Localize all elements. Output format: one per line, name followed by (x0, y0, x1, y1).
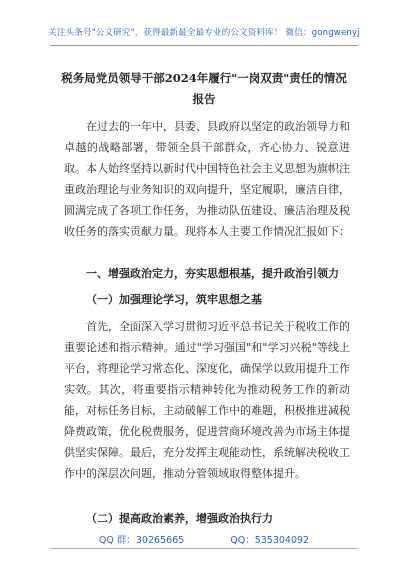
intro-paragraph: 在过去的一年中，县委、县政府以坚定的政治领导力和卓越的战略部署，带领全县干部群众，齐心协力、锐意进取。本人始终坚持以新时代中国特色社会主义思想为旗帜注重政治理论与业务知识的双向提升，坚定履职，廉洁自律，圆满完成了各项工作任务，为推动队伍建设、廉洁治理及税收任务的落实贡献力量。现将本人主要工作情况汇报如下： (64, 120, 350, 238)
document-title: 税务局党员领导干部2024年履行"一岗双责"责任的情况报告 (61, 71, 347, 106)
header-banner[interactable]: 关注头条号"公文研究"，获得最新最全最专业的公文资料库！ 微信：gongwenyj (48, 28, 360, 38)
footer-divider (50, 548, 358, 549)
subsection-2-heading: （二）提高政治素养，增强政治执行力 (86, 512, 273, 525)
footer-contacts (0, 532, 408, 546)
subsection-1-heading: （一）加强理论学习，筑牢思想之基 (86, 293, 262, 306)
subsection-1-paragraph: 首先，全面深入学习贯彻习近平总书记关于税收工作的重要论述和指示精神。通过"学习强国"和"学习兴税"等线上平台，将理论学习常态化、深度化，确保学以致用提升工作实效。其次，将重要指示精神转化为推动税务工作的新动能，对标任务目标，主动破解工作中的难题，积极推进减税降费政策，优化税费服务，促进营商环境改善为市场主体提供坚实保障。最后，充分发挥主观能动性，系统解决税收工作中的深层次问题，推动分管领域取得整体提升。 (64, 320, 350, 480)
section-1-heading: 一、增强政治定力，夯实思想根基，提升政治引领力 (86, 267, 339, 280)
header-divider (50, 45, 358, 46)
footer-qq-group[interactable]: QQ 群：30265665 (98, 535, 185, 546)
footer-qq-number[interactable]: QQ：535304092 (230, 535, 310, 546)
